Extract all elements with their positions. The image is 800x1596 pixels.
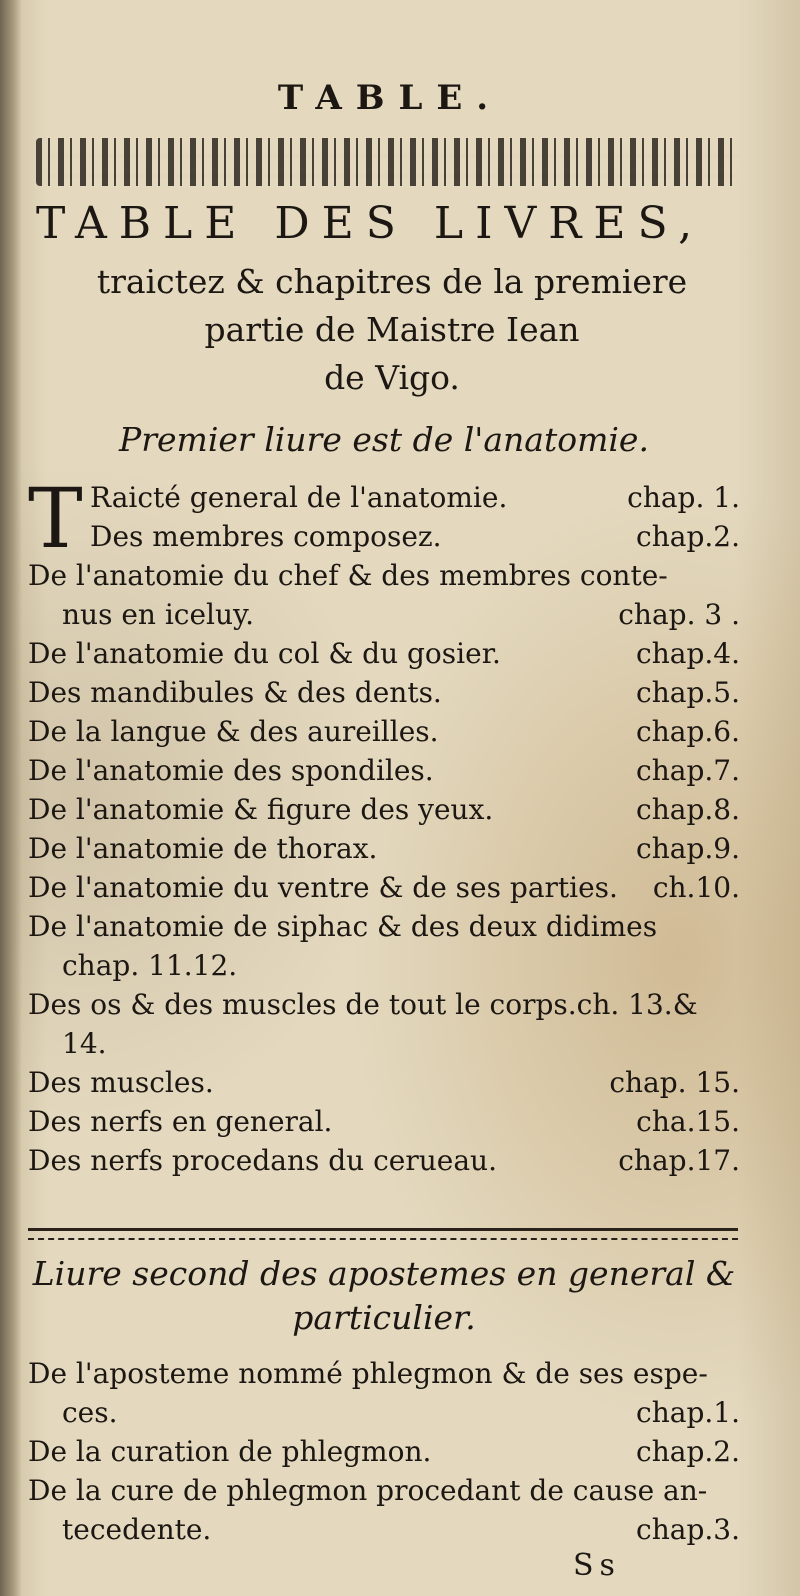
printer-signature: Ss xyxy=(573,1548,621,1583)
ornamental-band xyxy=(36,138,740,186)
list-item xyxy=(28,1141,740,1180)
subtitle-line: traictez & chapitres de la premiere xyxy=(96,262,688,301)
chapter-ref: chap.1. xyxy=(636,1396,740,1429)
chapter-ref: chap.4. xyxy=(636,637,740,670)
entry-continuation: 14. xyxy=(62,1027,107,1060)
entry-text: Raicté general de l'anatomie. xyxy=(90,481,508,514)
chapter-ref: chap.17. xyxy=(618,1144,740,1177)
subtitle-line: partie de Maistre Iean xyxy=(204,310,580,349)
chapter-ref: ch.10. xyxy=(652,871,740,904)
list-item xyxy=(28,712,740,751)
drop-capital: T xyxy=(28,472,83,567)
entry-continuation: tecedente. xyxy=(62,1513,212,1546)
list-item xyxy=(28,868,740,907)
entry-text: De l'anatomie de thorax. xyxy=(28,832,378,865)
book2-chapter-list xyxy=(28,1354,740,1549)
list-item xyxy=(28,907,740,985)
chapter-ref: chap. 1. xyxy=(627,481,740,514)
chapter-ref: chap.8. xyxy=(636,793,740,826)
chapter-ref: chap.6. xyxy=(636,715,740,748)
list-item xyxy=(28,1063,740,1102)
entry-text: Des mandibules & des dents. xyxy=(28,676,442,709)
entry-text: Des membres composez. xyxy=(90,520,442,553)
chapter-ref: chap.5. xyxy=(636,676,740,709)
entry-text: Des os & des muscles de tout le corps.ch. 13.& xyxy=(28,988,698,1021)
chapter-ref: chap. 3 . xyxy=(618,598,740,631)
section-divider xyxy=(28,1228,738,1240)
chapter-ref: chap.3. xyxy=(636,1513,740,1546)
book1-chapter-list xyxy=(28,472,740,1180)
book2-heading-line: Liure second des apostemes en general & xyxy=(32,1254,736,1293)
list-item xyxy=(28,556,740,634)
chapter-ref: chap.2. xyxy=(636,1435,740,1468)
list-item xyxy=(28,1471,740,1549)
list-item xyxy=(28,985,740,1063)
list-item xyxy=(28,517,740,556)
list-item xyxy=(28,751,740,790)
entry-text: De l'anatomie du chef & des membres conte- xyxy=(28,559,668,592)
list-item xyxy=(28,829,740,868)
binding-gutter xyxy=(0,0,22,1596)
list-item xyxy=(28,790,740,829)
entry-text: De l'anatomie de siphac & des deux didimes xyxy=(28,910,658,943)
page-title: TABLE DES LIVRES, xyxy=(36,198,705,249)
book2-heading xyxy=(28,1252,740,1340)
running-head: TABLE. xyxy=(277,78,503,118)
entry-text: De l'anatomie du col & du gosier. xyxy=(28,637,501,670)
list-item xyxy=(28,634,740,673)
entry-text: De la cure de phlegmon procedant de cause an- xyxy=(28,1474,708,1507)
chapter-ref: chap.9. xyxy=(636,832,740,865)
entry-continuation: chap. 11.12. xyxy=(62,949,238,982)
entry-continuation: nus en iceluy. xyxy=(62,598,255,631)
entry-continuation: ces. xyxy=(62,1396,118,1429)
entry-text: Des muscles. xyxy=(28,1066,214,1099)
chapter-ref: cha.15. xyxy=(636,1105,740,1138)
chapter-ref: chap.7. xyxy=(636,754,740,787)
entry-text: De l'aposteme nommé phlegmon & de ses espe- xyxy=(28,1357,708,1390)
chapter-ref: chap.2. xyxy=(636,520,740,553)
book1-heading: Premier liure est de l'anatomie. xyxy=(119,420,649,459)
chapter-ref: chap. 15. xyxy=(609,1066,740,1099)
list-item xyxy=(28,1102,740,1141)
book2-heading-line: particulier. xyxy=(292,1298,476,1337)
entry-text: De l'anatomie du ventre & de ses parties. xyxy=(28,871,618,904)
entry-text: De la curation de phlegmon. xyxy=(28,1435,432,1468)
subtitle xyxy=(36,258,748,402)
entry-text: Des nerfs procedans du cerueau. xyxy=(28,1144,497,1177)
entry-text: De la langue & des aureilles. xyxy=(28,715,439,748)
list-item xyxy=(28,1354,740,1432)
subtitle-line: de Vigo. xyxy=(324,358,460,397)
entry-text: De l'anatomie & figure des yeux. xyxy=(28,793,494,826)
entry-text: Des nerfs en general. xyxy=(28,1105,333,1138)
list-item xyxy=(28,673,740,712)
list-item xyxy=(28,1432,740,1471)
entry-text: De l'anatomie des spondiles. xyxy=(28,754,434,787)
